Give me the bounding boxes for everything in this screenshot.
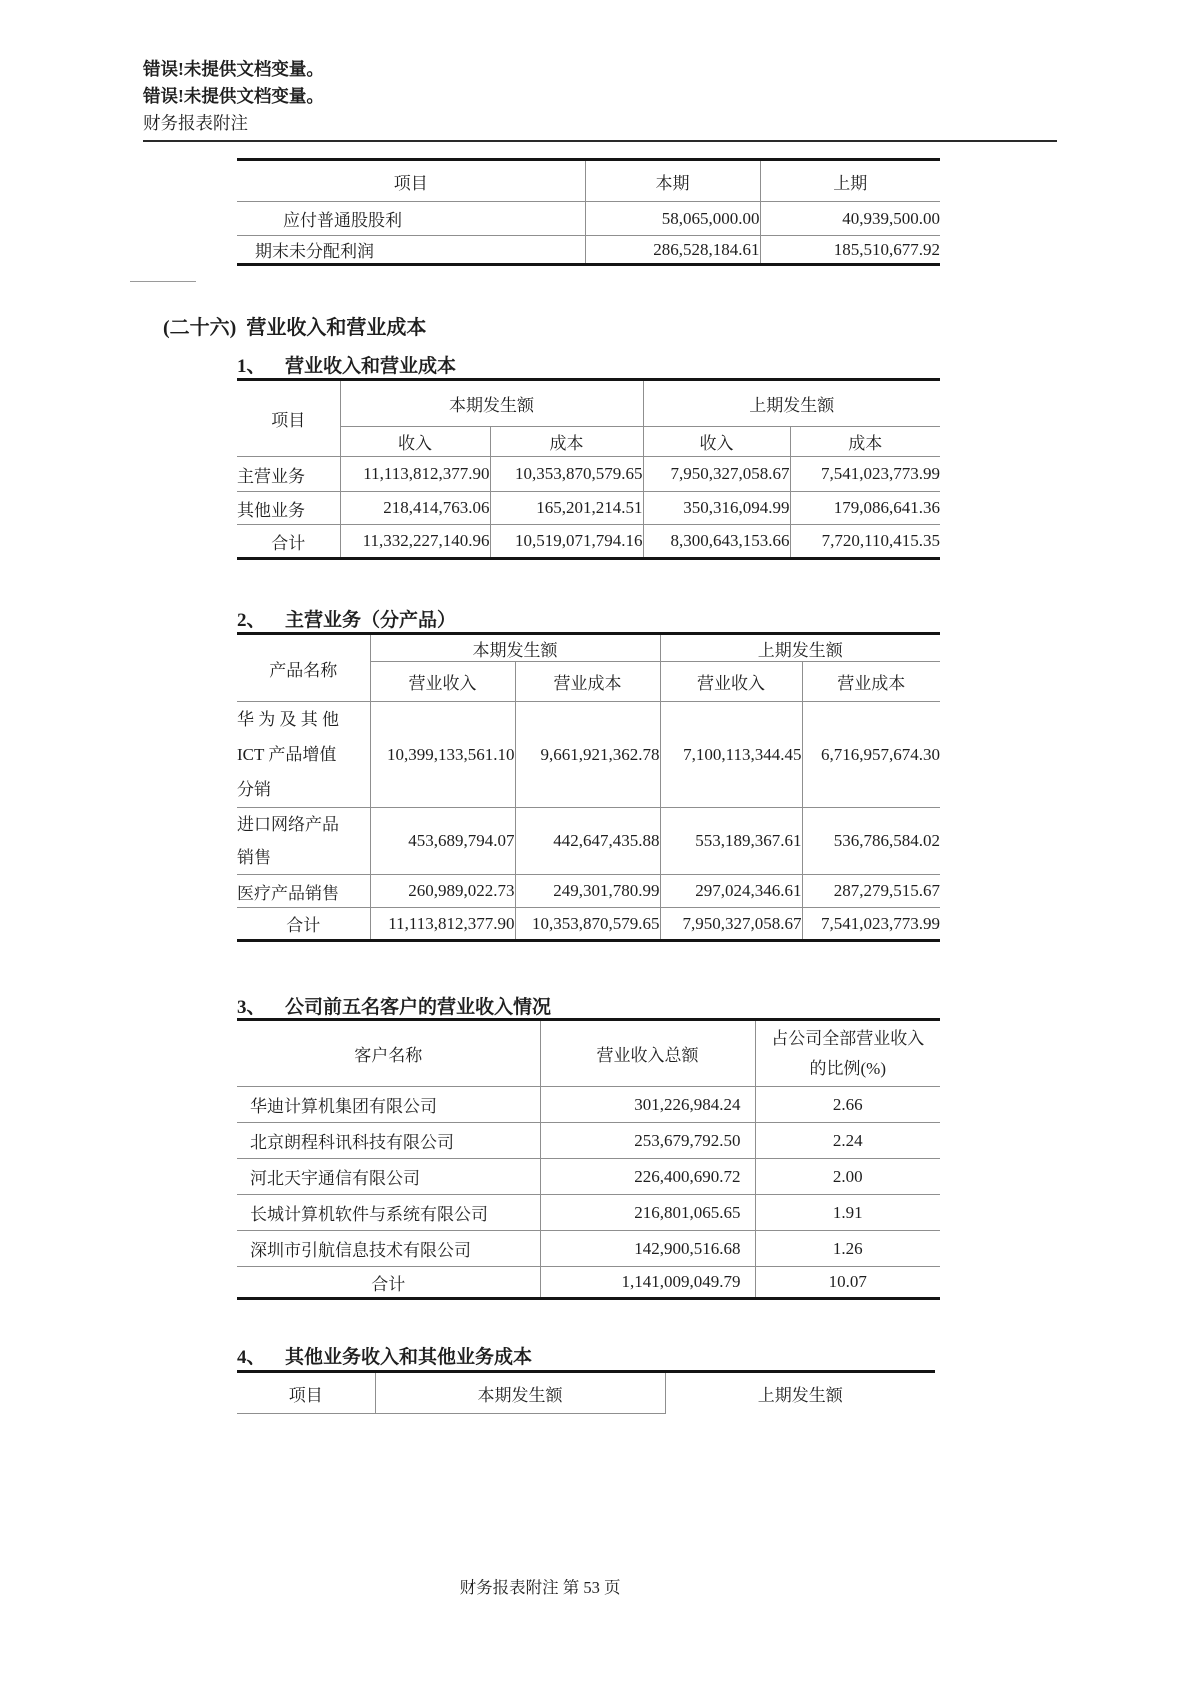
table-row [237, 1195, 940, 1231]
current-revenue: 453,689,794.07 [370, 808, 515, 875]
section-number: (二十六) [163, 317, 237, 339]
current-income: 11,113,812,377.90 [340, 457, 490, 492]
customers-table [237, 1018, 940, 1300]
group-header-row [237, 634, 940, 662]
ratio-header-line2: 的比例(%) [809, 1058, 886, 1078]
customer-name: 北京朗程科讯科技有限公司 [237, 1123, 540, 1159]
product-name: 进口网络产品 销售 [237, 808, 370, 875]
current-cost: 165,201,214.51 [490, 492, 643, 525]
ratio-value: 1.91 [755, 1195, 940, 1231]
revenue-value: 142,900,516.68 [540, 1231, 755, 1267]
table-row [237, 808, 940, 875]
total-row [237, 1267, 940, 1299]
other-table [237, 1370, 935, 1414]
current-revenue: 10,399,133,561.10 [370, 702, 515, 808]
row-label: 主营业务 [237, 457, 340, 492]
prior-income: 7,950,327,058.67 [643, 457, 790, 492]
sub-header-cost: 成本 [790, 427, 940, 457]
total-label: 合计 [237, 908, 370, 941]
table-header-row [237, 1372, 935, 1414]
table-row [237, 1087, 940, 1123]
header-error-line-1: 错误!未提供文档变量。 [143, 59, 324, 79]
dividend-table [237, 158, 940, 266]
current-value: 58,065,000.00 [585, 202, 760, 236]
current-income: 11,332,227,140.96 [340, 525, 490, 559]
table-header-row [237, 1020, 940, 1087]
revenue-value: 226,400,690.72 [540, 1159, 755, 1195]
table-row [237, 875, 940, 908]
heading-title: 其他业务收入和其他业务成本 [285, 1347, 533, 1368]
ratio-value: 10.07 [755, 1267, 940, 1299]
prior-revenue: 297,024,346.61 [660, 875, 802, 908]
customer-name: 华迪计算机集团有限公司 [237, 1087, 540, 1123]
total-label: 合计 [237, 525, 340, 559]
table-row [237, 202, 940, 236]
sub-header-income: 收入 [340, 427, 490, 457]
customer-name: 深圳市引航信息技术有限公司 [237, 1231, 540, 1267]
table-row [237, 236, 940, 265]
col-header-customer: 客户名称 [354, 1046, 423, 1065]
current-value: 286,528,184.61 [585, 236, 760, 265]
heading-number: 3、 [237, 997, 266, 1018]
revenue-value: 1,141,009,049.79 [540, 1267, 755, 1299]
row-label: 期末未分配利润 [237, 236, 585, 265]
revenue-value: 301,226,984.24 [540, 1087, 755, 1123]
col-header-current: 本期 [585, 160, 760, 202]
col-header-current-period: 本期发生额 [375, 1372, 665, 1414]
ratio-value: 2.66 [755, 1087, 940, 1123]
sub-header-income: 收入 [643, 427, 790, 457]
table-row [237, 1159, 940, 1195]
table-row [237, 1123, 940, 1159]
prior-value: 40,939,500.00 [760, 202, 940, 236]
header-error-line-2: 错误!未提供文档变量。 [143, 86, 324, 106]
header-doc-title: 财务报表附注 [143, 113, 248, 133]
header-rule [143, 140, 1057, 142]
prior-cost: 7,720,110,415.35 [790, 525, 940, 559]
col-header-prior-period: 上期发生额 [643, 380, 940, 427]
prior-cost: 179,086,641.36 [790, 492, 940, 525]
current-income: 218,414,763.06 [340, 492, 490, 525]
sub-header-row [237, 427, 940, 457]
prior-cost: 7,541,023,773.99 [790, 457, 940, 492]
product-name: 医疗产品销售 [237, 875, 370, 908]
heading-title: 营业收入和营业成本 [285, 356, 457, 377]
page-footer: 财务报表附注 第 53 页 [459, 1578, 621, 1597]
table-row [237, 702, 940, 808]
prior-cost: 7,541,023,773.99 [802, 908, 940, 941]
total-label: 合计 [237, 1267, 540, 1299]
current-cost: 10,353,870,579.65 [515, 908, 660, 941]
revenue-value: 253,679,792.50 [540, 1123, 755, 1159]
heading-number: 2、 [237, 610, 266, 631]
page-header [143, 56, 324, 137]
ratio-value: 1.26 [755, 1231, 940, 1267]
row-label: 应付普通股股利 [237, 202, 585, 236]
revenue-table [237, 378, 940, 560]
other-table-heading [237, 1342, 532, 1369]
footnote-stub-line [130, 281, 196, 282]
col-header-prior-period: 上期发生额 [665, 1372, 935, 1414]
sub-header-cost: 营业成本 [515, 662, 660, 702]
customer-name: 长城计算机软件与系统有限公司 [237, 1195, 540, 1231]
sub-header-cost: 营业成本 [802, 662, 940, 702]
current-cost: 9,661,921,362.78 [515, 702, 660, 808]
current-revenue: 260,989,022.73 [370, 875, 515, 908]
prior-revenue: 553,189,367.61 [660, 808, 802, 875]
section-heading [163, 311, 426, 340]
col-header-prior: 上期 [760, 160, 940, 202]
heading-number: 1、 [237, 356, 266, 377]
current-revenue: 11,113,812,377.90 [370, 908, 515, 941]
current-cost: 10,353,870,579.65 [490, 457, 643, 492]
heading-title: 主营业务（分产品） [285, 610, 457, 631]
heading-number: 4、 [237, 1347, 266, 1368]
col-header-current-period: 本期发生额 [370, 634, 660, 662]
table-row [237, 1231, 940, 1267]
col-header-ratio [755, 1020, 940, 1087]
customers-table-heading [237, 992, 551, 1019]
col-header-item: 项目 [393, 173, 428, 193]
prior-revenue: 7,100,113,344.45 [660, 702, 802, 808]
group-header-row [237, 380, 940, 427]
ratio-value: 2.00 [755, 1159, 940, 1195]
col-header-product: 产品名称 [269, 660, 338, 680]
col-header-item: 项目 [271, 411, 306, 430]
prior-value: 185,510,677.92 [760, 236, 940, 265]
sub-header-revenue: 营业收入 [660, 662, 802, 702]
prior-income: 350,316,094.99 [643, 492, 790, 525]
col-header-current-period: 本期发生额 [340, 380, 643, 427]
current-cost: 10,519,071,794.16 [490, 525, 643, 559]
heading-title: 公司前五名客户的营业收入情况 [285, 997, 552, 1018]
product-table [237, 632, 940, 942]
col-header-item: 项目 [237, 1372, 375, 1414]
total-row [237, 525, 940, 559]
section-title: 营业收入和营业成本 [246, 317, 427, 339]
total-row [237, 908, 940, 941]
table-row [237, 457, 940, 492]
prior-revenue: 7,950,327,058.67 [660, 908, 802, 941]
product-table-heading [237, 605, 456, 632]
revenue-table-heading [237, 351, 456, 378]
product-name: 华 为 及 其 他 ICT 产品增值 分销 [237, 702, 370, 808]
row-label: 其他业务 [237, 492, 340, 525]
sub-header-cost: 成本 [490, 427, 643, 457]
current-cost: 442,647,435.88 [515, 808, 660, 875]
revenue-value: 216,801,065.65 [540, 1195, 755, 1231]
table-row [237, 492, 940, 525]
sub-header-revenue: 营业收入 [370, 662, 515, 702]
ratio-header-line1: 占公司全部营业收入 [771, 1028, 925, 1048]
col-header-revenue: 营业收入总额 [540, 1020, 755, 1087]
prior-cost: 287,279,515.67 [802, 875, 940, 908]
prior-cost: 6,716,957,674.30 [802, 702, 940, 808]
current-cost: 249,301,780.99 [515, 875, 660, 908]
prior-cost: 536,786,584.02 [802, 808, 940, 875]
table-header-row [237, 160, 940, 202]
prior-income: 8,300,643,153.66 [643, 525, 790, 559]
customer-name: 河北天宇通信有限公司 [237, 1159, 540, 1195]
col-header-prior-period: 上期发生额 [660, 634, 940, 662]
ratio-value: 2.24 [755, 1123, 940, 1159]
